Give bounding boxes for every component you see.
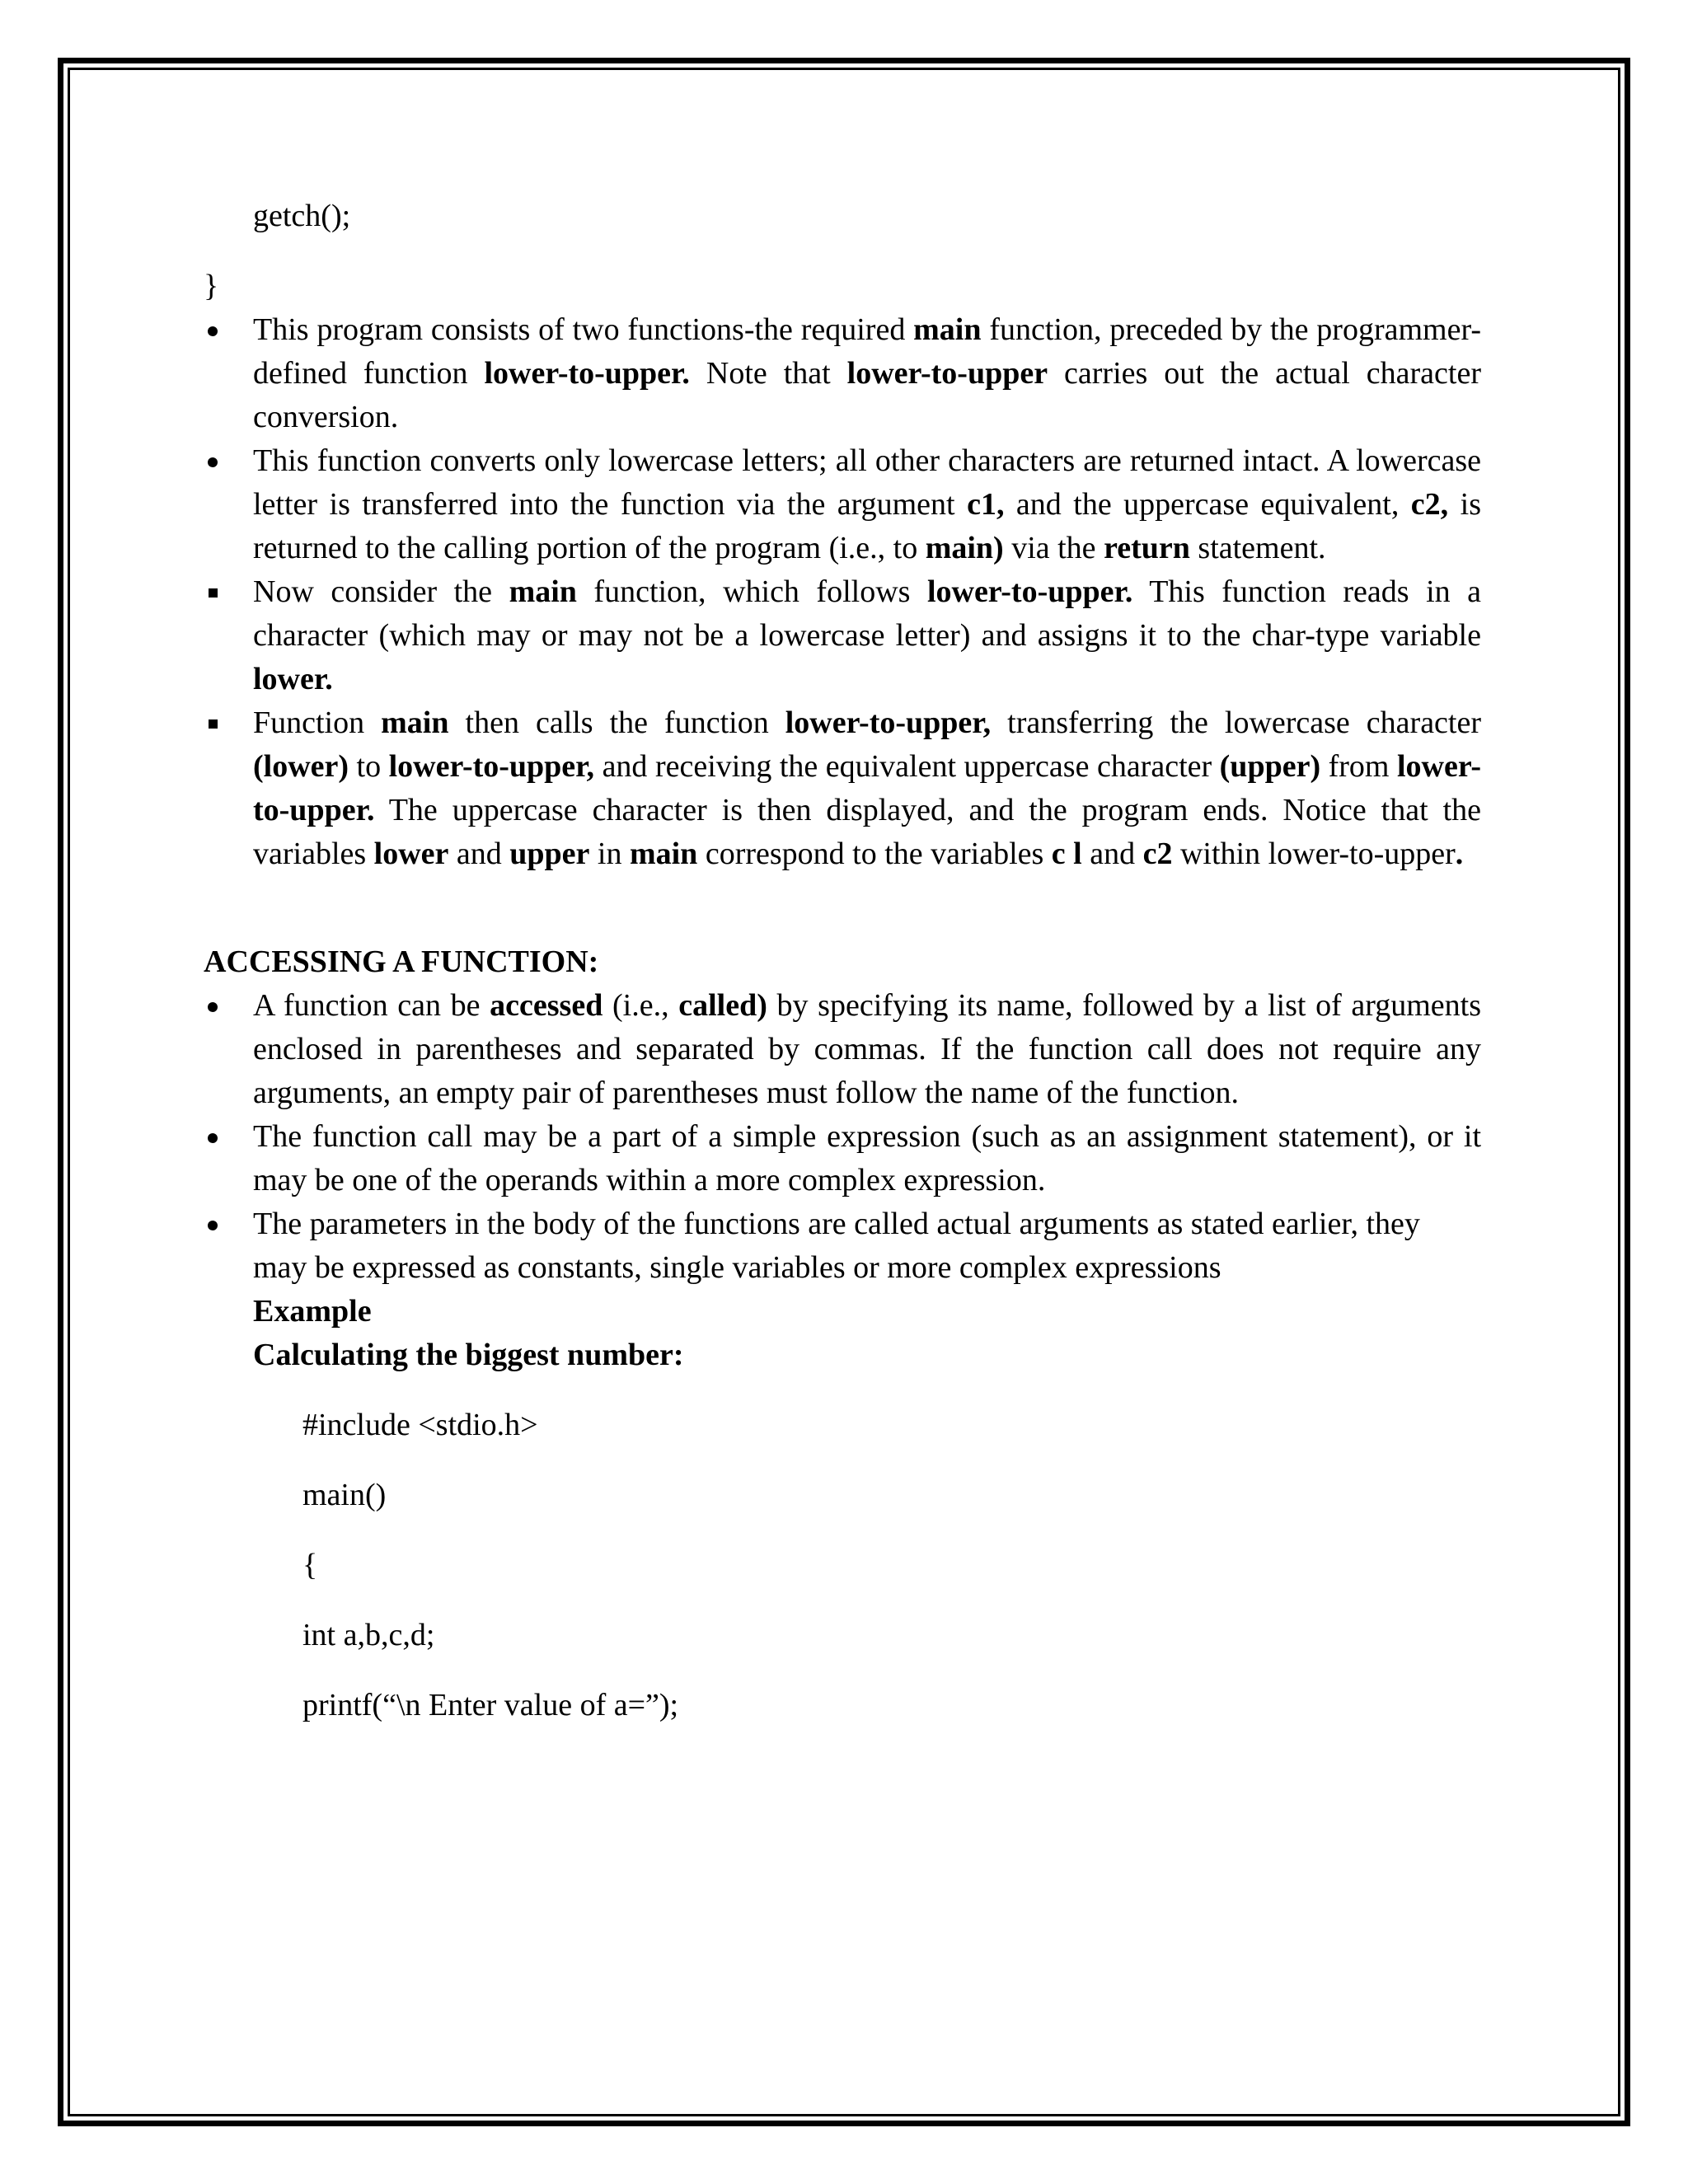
example-title: Calculating the biggest number: [253, 1338, 684, 1372]
section-heading: ACCESSING A FUNCTION: [204, 944, 599, 979]
list-item: Function main then calls the function lower-to-upper, transferring the lowercase character (lower) to lower-to-upper, and receiving the equivalent uppercase character (upper) from lower-to-upper. The uppercase character is then displayed, and the program ends. Notice that the variables lower and upper in main correspond to the variables c l and c2 within lower-to-upper. [253, 705, 1482, 871]
code-line: { [302, 1548, 318, 1582]
code-line-closing-brace: } [204, 269, 219, 303]
example-label: Example [253, 1294, 372, 1329]
bullet-list-accessing-function [204, 984, 1481, 1333]
page-content [204, 194, 1481, 1727]
bullet-list-program-explanation [204, 308, 1481, 876]
list-item: This function converts only lowercase letters; all other characters are returned intact. A lowercase letter is transferred into the function via the argument c1, and the uppercase equivalent, c2, is returned to the calling portion of the program (i.e., to main) via the return statement. [253, 443, 1481, 565]
code-line: int a,b,c,d; [302, 1618, 435, 1652]
code-line: main() [302, 1478, 387, 1512]
list-item: This program consists of two functions-the required main function, preceded by the programmer-defined function lower-to-upper. Note that lower-to-upper carries out the actual character conversion. [253, 312, 1482, 434]
code-line-getch: getch(); [253, 199, 351, 233]
code-line: printf(“\n Enter value of a=”); [302, 1688, 679, 1722]
code-line: #include <stdio.h> [302, 1408, 538, 1442]
list-item: Now consider the main function, which follows lower-to-upper. This function reads in a character (which may or may not be a lowercase letter) and assigns it to the char-type variable lower. [253, 574, 1481, 696]
list-item: The parameters in the body of the functions are called actual arguments as stated earlier, they may be expressed as constants, single variables or more complex expressions Example [253, 1207, 1420, 1329]
list-item: A function can be accessed (i.e., called) by specifying its name, followed by a list of arguments enclosed in parentheses and separated by commas. If the function call does not require any arguments, an empty pair of parentheses must follow the name of the function. [253, 988, 1481, 1110]
list-item: The function call may be a part of a simple expression (such as an assignment statement), or it may be one of the operands within a more complex expression. [253, 1119, 1481, 1197]
